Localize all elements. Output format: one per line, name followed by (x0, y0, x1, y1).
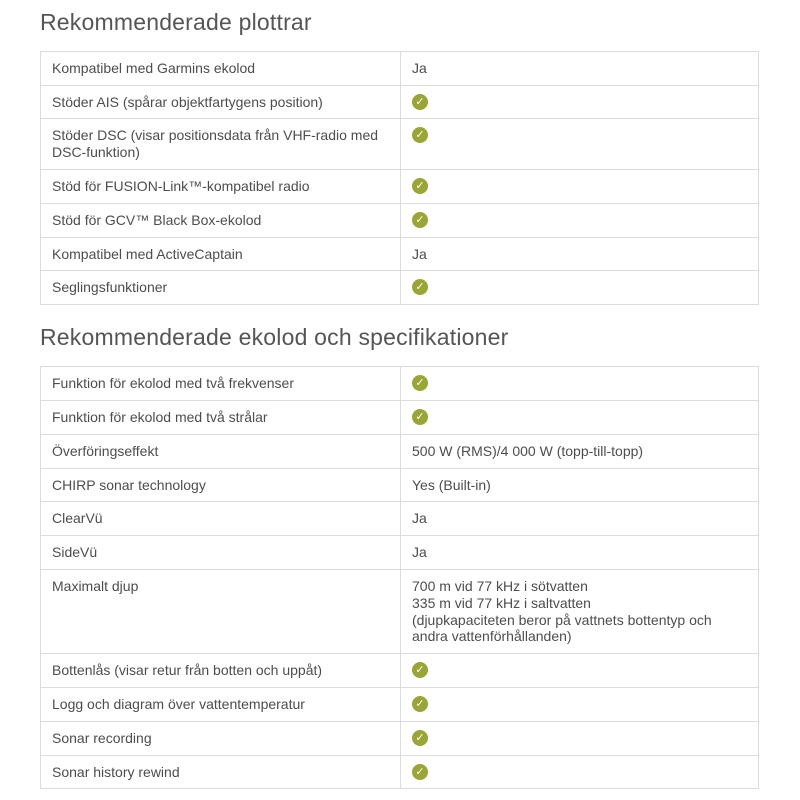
spec-label: Sonar recording (41, 721, 401, 755)
check-icon: ✓ (412, 375, 428, 391)
spec-label: Stöd för FUSION-Link™-kompatibel radio (41, 170, 401, 204)
spec-label: Stöder AIS (spårar objektfartygens position) (41, 85, 401, 119)
spec-row (41, 170, 759, 204)
check-icon: ✓ (412, 662, 428, 678)
spec-label: ClearVü (41, 502, 401, 536)
spec-row (41, 755, 759, 789)
spec-row (41, 119, 759, 170)
spec-row (41, 536, 759, 570)
spec-table-sonar-specs (40, 366, 759, 789)
spec-value (401, 170, 759, 204)
spec-label: Stöd för GCV™ Black Box-ekolod (41, 203, 401, 237)
spec-value (401, 569, 759, 653)
check-icon: ✓ (412, 730, 428, 746)
spec-label: SideVü (41, 536, 401, 570)
section-title-plotters: Rekommenderade plottrar (40, 9, 312, 35)
spec-label: Överföringseffekt (41, 434, 401, 468)
spec-value (401, 367, 759, 401)
spec-value (401, 721, 759, 755)
spec-value (401, 654, 759, 688)
spec-row (41, 51, 759, 85)
spec-label: CHIRP sonar technology (41, 468, 401, 502)
spec-label: Maximalt djup (41, 569, 401, 653)
spec-row (41, 654, 759, 688)
check-icon: ✓ (412, 409, 428, 425)
spec-row (41, 569, 759, 653)
spec-label: Stöder DSC (visar positionsdata från VHF-radio med DSC-funktion) (41, 119, 401, 170)
check-icon: ✓ (412, 212, 428, 228)
spec-value (401, 119, 759, 170)
spec-value: Ja (401, 237, 759, 271)
spec-row (41, 85, 759, 119)
spec-row (41, 468, 759, 502)
spec-label: Logg och diagram över vattentemperatur (41, 687, 401, 721)
check-icon: ✓ (412, 127, 428, 143)
spec-value (401, 400, 759, 434)
spec-row (41, 434, 759, 468)
spec-value (401, 687, 759, 721)
spec-value-line: (djupkapaciteten beror på vattnets bottentyp och andra vattenförhållanden) (412, 611, 712, 645)
spec-value (401, 271, 759, 305)
spec-row (41, 367, 759, 401)
spec-label: Kompatibel med Garmins ekolod (41, 51, 401, 85)
check-icon: ✓ (412, 178, 428, 194)
spec-row (41, 203, 759, 237)
spec-value: Ja (401, 536, 759, 570)
spec-value: 500 W (RMS)/4 000 W (topp-till-topp) (401, 434, 759, 468)
spec-value: Ja (401, 51, 759, 85)
spec-label: Seglingsfunktioner (41, 271, 401, 305)
spec-row (41, 687, 759, 721)
spec-value (401, 755, 759, 789)
spec-value: Yes (Built-in) (401, 468, 759, 502)
spec-row (41, 721, 759, 755)
spec-label: Bottenlås (visar retur från botten och uppåt) (41, 654, 401, 688)
section-title-sonar-specs: Rekommenderade ekolod och specifikationer (40, 324, 509, 351)
spec-label: Kompatibel med ActiveCaptain (41, 237, 401, 271)
spec-label: Funktion för ekolod med två strålar (41, 400, 401, 434)
spec-value (401, 85, 759, 119)
spec-value-line: 335 m vid 77 kHz i saltvatten (412, 594, 591, 611)
check-icon: ✓ (412, 94, 428, 110)
spec-row (41, 400, 759, 434)
check-icon: ✓ (412, 764, 428, 780)
check-icon: ✓ (412, 279, 428, 295)
spec-row (41, 271, 759, 305)
spec-row (41, 502, 759, 536)
spec-value: Ja (401, 502, 759, 536)
spec-label: Funktion för ekolod med två frekvenser (41, 367, 401, 401)
section-plotters (40, 8, 752, 305)
spec-value (401, 203, 759, 237)
check-icon: ✓ (412, 696, 428, 712)
spec-table-plotters (40, 51, 759, 305)
spec-label: Sonar history rewind (41, 755, 401, 789)
spec-row (41, 237, 759, 271)
spec-value-line: 700 m vid 77 kHz i sötvatten (412, 577, 588, 594)
section-sonar-specs (40, 323, 752, 789)
